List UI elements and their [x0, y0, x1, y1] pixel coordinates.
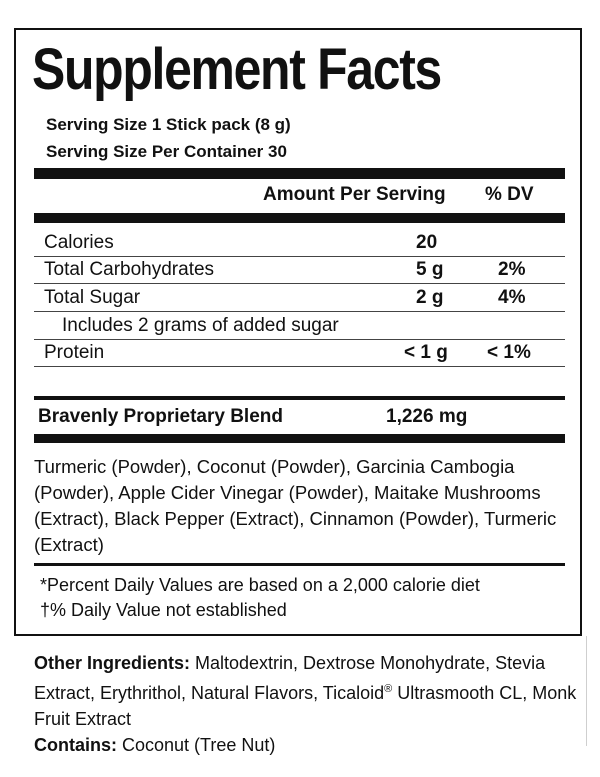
nutrient-label-sugar: Total Sugar [44, 287, 141, 308]
thick-divider [34, 213, 565, 223]
nutrient-dv-sugar: 4% [498, 287, 526, 308]
header-amount-per-serving: Amount Per Serving [263, 184, 446, 205]
contains-text: Coconut (Tree Nut) [117, 735, 276, 755]
thick-divider [34, 168, 565, 179]
blend-ingredients: Turmeric (Powder), Coconut (Powder), Garcinia Cambogia (Powder), Apple Cider Vinegar (Powder), Maitake Mushrooms (Extract), Black Pepper (Extract), Cinnamon (Powder), Turmeric (Extract) [34, 456, 557, 555]
row-divider [34, 256, 565, 257]
other-ingredients-label: Other Ingredients: [34, 653, 191, 673]
nutrient-label-added-sugar: Includes 2 grams of added sugar [62, 315, 339, 336]
nutrient-amount-carbohydrates: 5 g [416, 259, 444, 280]
footnote-daily-values: *Percent Daily Values are based on a 2,000 calorie diet [40, 575, 480, 595]
nutrient-label-carbohydrates: Total Carbohydrates [44, 259, 215, 280]
nutrient-dv-protein: < 1% [487, 342, 531, 363]
medium-divider [34, 563, 565, 566]
nutrient-amount-sugar: 2 g [416, 287, 444, 308]
other-ingredients [34, 650, 590, 732]
contains-line [34, 732, 590, 758]
blend-name: Bravenly Proprietary Blend [38, 406, 283, 427]
other-ingredients-block [34, 650, 590, 758]
other-ingredients-text-1: Maltodextrin, Dextrose Monohydrate, Stevia Extract, Erythrithol, Natural Flavors, Ticaloid [34, 653, 546, 703]
servings-per-container: Serving Size Per Container 30 [46, 142, 287, 161]
nutrient-label-protein: Protein [44, 342, 105, 363]
row-divider [34, 283, 565, 284]
blend-amount: 1,226 mg [386, 406, 468, 427]
other-ingredients-text-2: Ultrasmooth CL, Monk Fruit Extract [34, 683, 577, 729]
nutrient-amount-protein: < 1 g [404, 342, 448, 363]
row-divider [34, 311, 565, 312]
thick-divider [34, 434, 565, 443]
header-percent-dv: % DV [485, 184, 534, 205]
label-title: Supplement Facts [32, 37, 441, 102]
row-divider [34, 366, 565, 367]
serving-size: Serving Size 1 Stick pack (8 g) [46, 115, 291, 134]
nutrient-amount-calories: 20 [416, 232, 438, 253]
registered-mark: ® [384, 683, 393, 695]
medium-divider [34, 396, 565, 400]
footnote-not-established: †% Daily Value not established [40, 600, 287, 620]
page-edge-line [586, 636, 587, 746]
contains-label: Contains: [34, 735, 117, 755]
row-divider [34, 339, 565, 340]
nutrient-label-calories: Calories [44, 232, 114, 253]
nutrient-dv-carbohydrates: 2% [498, 259, 526, 280]
